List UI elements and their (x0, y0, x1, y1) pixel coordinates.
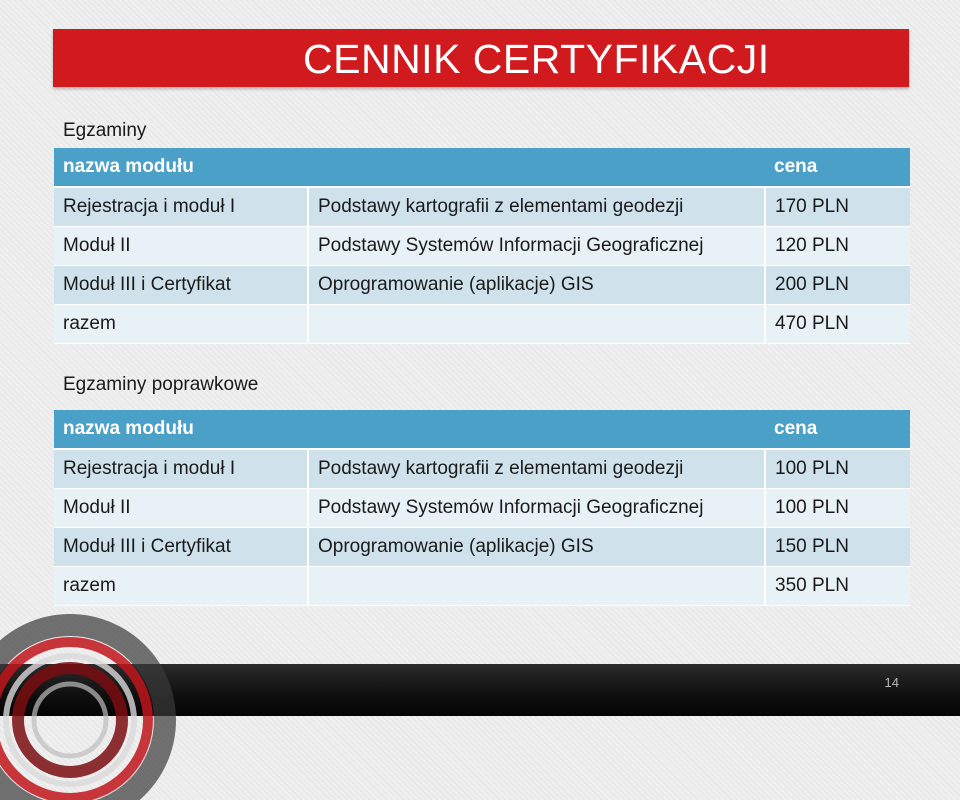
module-name-cell: Moduł II (54, 226, 308, 265)
module-description-cell: Podstawy kartografii z elementami geodezji (308, 449, 765, 488)
table-row (54, 226, 910, 265)
footer-band (0, 664, 960, 716)
price-cell: 120 PLN (765, 226, 910, 265)
module-description-cell: Podstawy Systemów Informacji Geograficznej (308, 226, 765, 265)
page-number: 14 (884, 675, 899, 690)
module-name-cell: Rejestracja i moduł I (54, 187, 308, 226)
module-description-cell (308, 566, 765, 605)
module-name-cell: Moduł III i Certyfikat (54, 265, 308, 304)
module-description-cell: Podstawy kartografii z elementami geodezji (308, 187, 765, 226)
price-cell: 200 PLN (765, 265, 910, 304)
table-row-total (54, 566, 910, 605)
total-price-cell: 470 PLN (765, 304, 910, 343)
total-label-cell: razem (54, 304, 308, 343)
table-row (54, 527, 910, 566)
table-row (54, 488, 910, 527)
module-name-cell: Moduł III i Certyfikat (54, 527, 308, 566)
retakes-price-table (54, 410, 910, 606)
column-header-price: cena (765, 410, 910, 449)
page-title: CENNIK CERTYFIKACJI (303, 36, 770, 82)
module-name-cell: Rejestracja i moduł I (54, 449, 308, 488)
column-header-price: cena (765, 148, 910, 187)
column-header-module-name: nazwa modułu (54, 148, 308, 187)
module-description-cell: Oprogramowanie (aplikacje) GIS (308, 265, 765, 304)
column-header-description (308, 148, 765, 187)
total-label-cell: razem (54, 566, 308, 605)
price-cell: 100 PLN (765, 449, 910, 488)
module-name-cell: Moduł II (54, 488, 308, 527)
title-bar (53, 29, 909, 87)
module-description-cell: Oprogramowanie (aplikacje) GIS (308, 527, 765, 566)
table-header-row (54, 410, 910, 449)
column-header-module-name: nazwa modułu (54, 410, 308, 449)
price-cell: 100 PLN (765, 488, 910, 527)
column-header-description (308, 410, 765, 449)
table-row-total (54, 304, 910, 343)
module-description-cell: Podstawy Systemów Informacji Geograficznej (308, 488, 765, 527)
table-header-row (54, 148, 910, 187)
table-row (54, 265, 910, 304)
exams-price-table (54, 148, 910, 344)
table-row (54, 187, 910, 226)
price-cell: 170 PLN (765, 187, 910, 226)
total-price-cell: 350 PLN (765, 566, 910, 605)
price-cell: 150 PLN (765, 527, 910, 566)
section-label-exams: Egzaminy (63, 120, 147, 141)
table-row (54, 449, 910, 488)
module-description-cell (308, 304, 765, 343)
section-label-retakes: Egzaminy poprawkowe (63, 374, 259, 395)
